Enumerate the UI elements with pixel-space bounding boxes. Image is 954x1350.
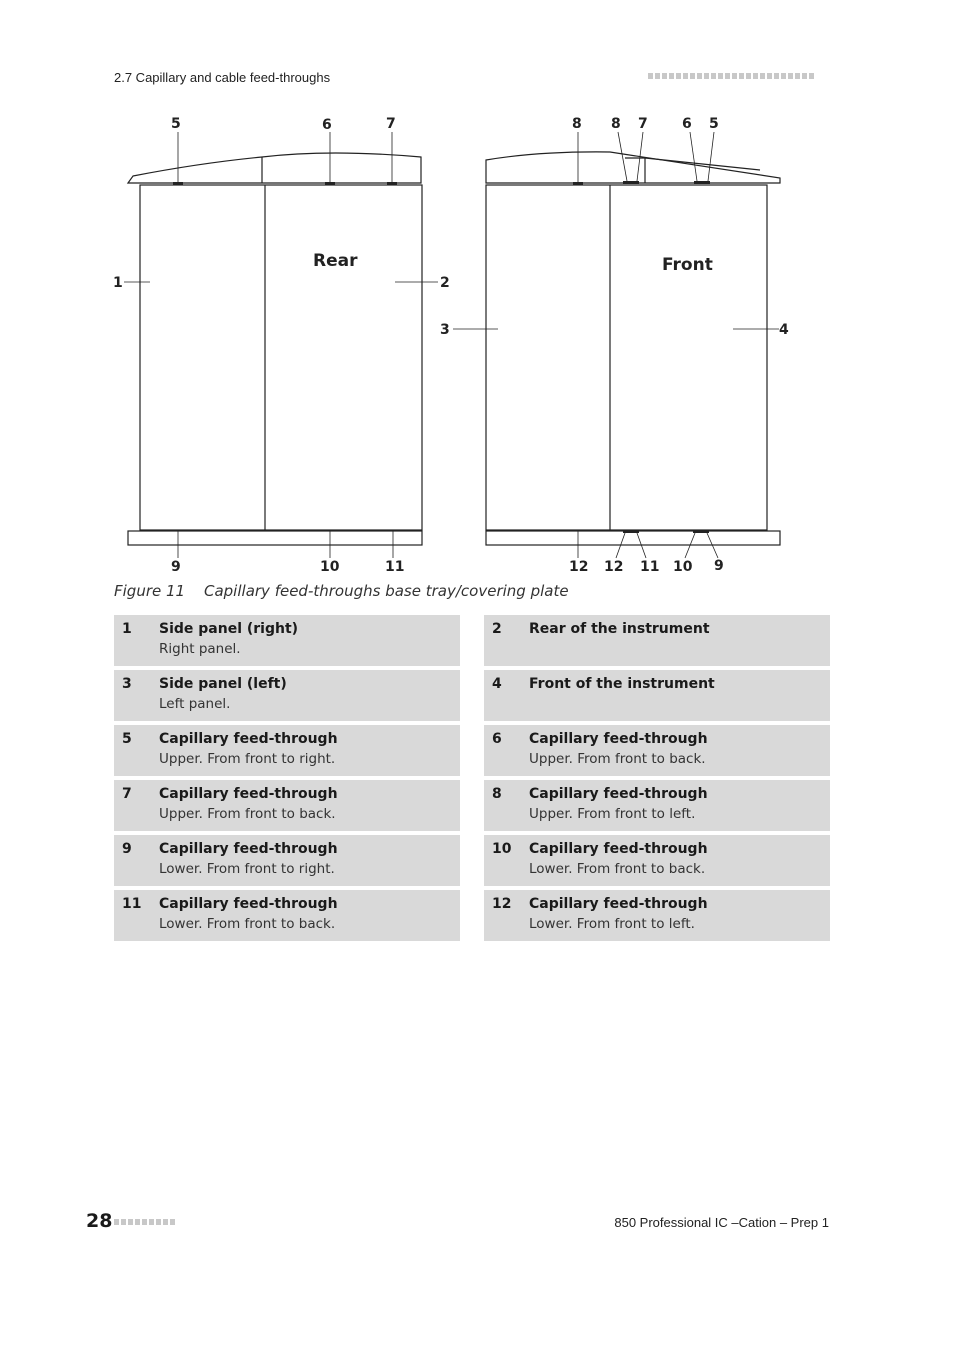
footer-document-title: 850 Professional IC –Cation – Prep 1 <box>614 1215 829 1230</box>
legend-title: Side panel (left) <box>159 676 287 692</box>
legend-title: Capillary feed-through <box>159 786 338 802</box>
legend-title: Side panel (right) <box>159 621 299 637</box>
page-number: 28 <box>86 1210 113 1232</box>
legend-item <box>484 670 830 721</box>
rear-label: Rear <box>313 251 358 271</box>
legend-item <box>484 615 830 666</box>
legend-number: 9 <box>122 841 132 857</box>
legend-number: 5 <box>122 731 132 747</box>
callout-1: 1 <box>113 275 123 291</box>
feedthrough-mark <box>623 181 639 184</box>
callout-6: 6 <box>322 117 332 133</box>
feedthrough-mark <box>325 182 335 185</box>
callout-9: 9 <box>171 559 181 575</box>
legend-item <box>114 835 460 886</box>
feedthrough-mark <box>387 182 397 185</box>
legend-item <box>484 725 830 776</box>
legend-title: Capillary feed-through <box>159 841 338 857</box>
legend-description: Right panel. <box>159 641 241 657</box>
callout-7: 7 <box>638 116 648 132</box>
legend-description: Upper. From front to left. <box>529 806 696 822</box>
callout-8: 8 <box>611 116 621 132</box>
callout-2: 2 <box>440 275 450 291</box>
footer-dot-bar <box>114 1219 175 1225</box>
figure-caption <box>114 582 569 600</box>
legend-item <box>114 890 460 941</box>
legend-number: 6 <box>492 731 502 747</box>
callout-11: 11 <box>385 559 405 575</box>
legend-description: Lower. From front to back. <box>529 861 706 877</box>
legend-number: 8 <box>492 786 502 802</box>
callout-4: 4 <box>779 322 789 338</box>
legend-number: 1 <box>122 621 132 637</box>
legend-item <box>484 780 830 831</box>
legend-number: 2 <box>492 621 502 637</box>
legend-description: Lower. From front to left. <box>529 916 695 932</box>
feedthrough-mark <box>173 182 183 185</box>
callout-12: 12 <box>569 559 589 575</box>
legend-item <box>114 615 460 666</box>
legend-description: Upper. From front to back. <box>159 806 336 822</box>
callout-10: 10 <box>673 559 693 575</box>
legend-title: Capillary feed-through <box>159 896 338 912</box>
legend-title: Capillary feed-through <box>159 731 338 747</box>
legend-item <box>484 890 830 941</box>
header-section-title: 2.7 Capillary and cable feed-throughs <box>114 70 331 85</box>
callout-9: 9 <box>714 558 724 574</box>
legend-title: Capillary feed-through <box>529 786 708 802</box>
legend-item <box>114 725 460 776</box>
legend-item <box>114 670 460 721</box>
legend-description: Lower. From front to right. <box>159 861 335 877</box>
callout-11: 11 <box>640 559 660 575</box>
feedthrough-mark <box>694 181 710 184</box>
figure-number: Figure 11 <box>114 582 186 600</box>
callout-3: 3 <box>440 322 450 338</box>
legend-title: Rear of the instrument <box>529 621 710 637</box>
front-label: Front <box>662 255 713 275</box>
header-dot-bar <box>648 73 814 79</box>
legend-title: Capillary feed-through <box>529 731 708 747</box>
feedthrough-mark <box>573 182 583 185</box>
callout-6: 6 <box>682 116 692 132</box>
legend-description: Upper. From front to back. <box>529 751 706 767</box>
legend-title: Capillary feed-through <box>529 841 708 857</box>
legend-number: 4 <box>492 676 502 692</box>
legend-description: Upper. From front to right. <box>159 751 336 767</box>
legend-description: Lower. From front to back. <box>159 916 336 932</box>
legend-item <box>114 780 460 831</box>
callout-5: 5 <box>709 116 719 132</box>
legend-table <box>114 615 830 941</box>
callout-5: 5 <box>171 116 181 132</box>
callout-8: 8 <box>572 116 582 132</box>
instrument-drawing <box>100 105 800 580</box>
legend-title: Capillary feed-through <box>529 896 708 912</box>
legend-number: 10 <box>492 841 512 857</box>
legend-number: 3 <box>122 676 132 692</box>
instrument-figure <box>100 105 800 580</box>
callout-12: 12 <box>604 559 624 575</box>
legend-description: Left panel. <box>159 696 231 712</box>
callout-10: 10 <box>320 559 340 575</box>
legend-item <box>484 835 830 886</box>
legend-number: 11 <box>122 896 142 912</box>
legend-number: 12 <box>492 896 512 912</box>
figure-caption-text: Capillary feed-throughs base tray/covering plate <box>204 582 569 600</box>
feedthrough-mark <box>623 530 639 533</box>
legend-number: 7 <box>122 786 132 802</box>
feedthrough-mark <box>693 530 709 533</box>
callout-7: 7 <box>386 116 396 132</box>
legend-title: Front of the instrument <box>529 676 715 692</box>
